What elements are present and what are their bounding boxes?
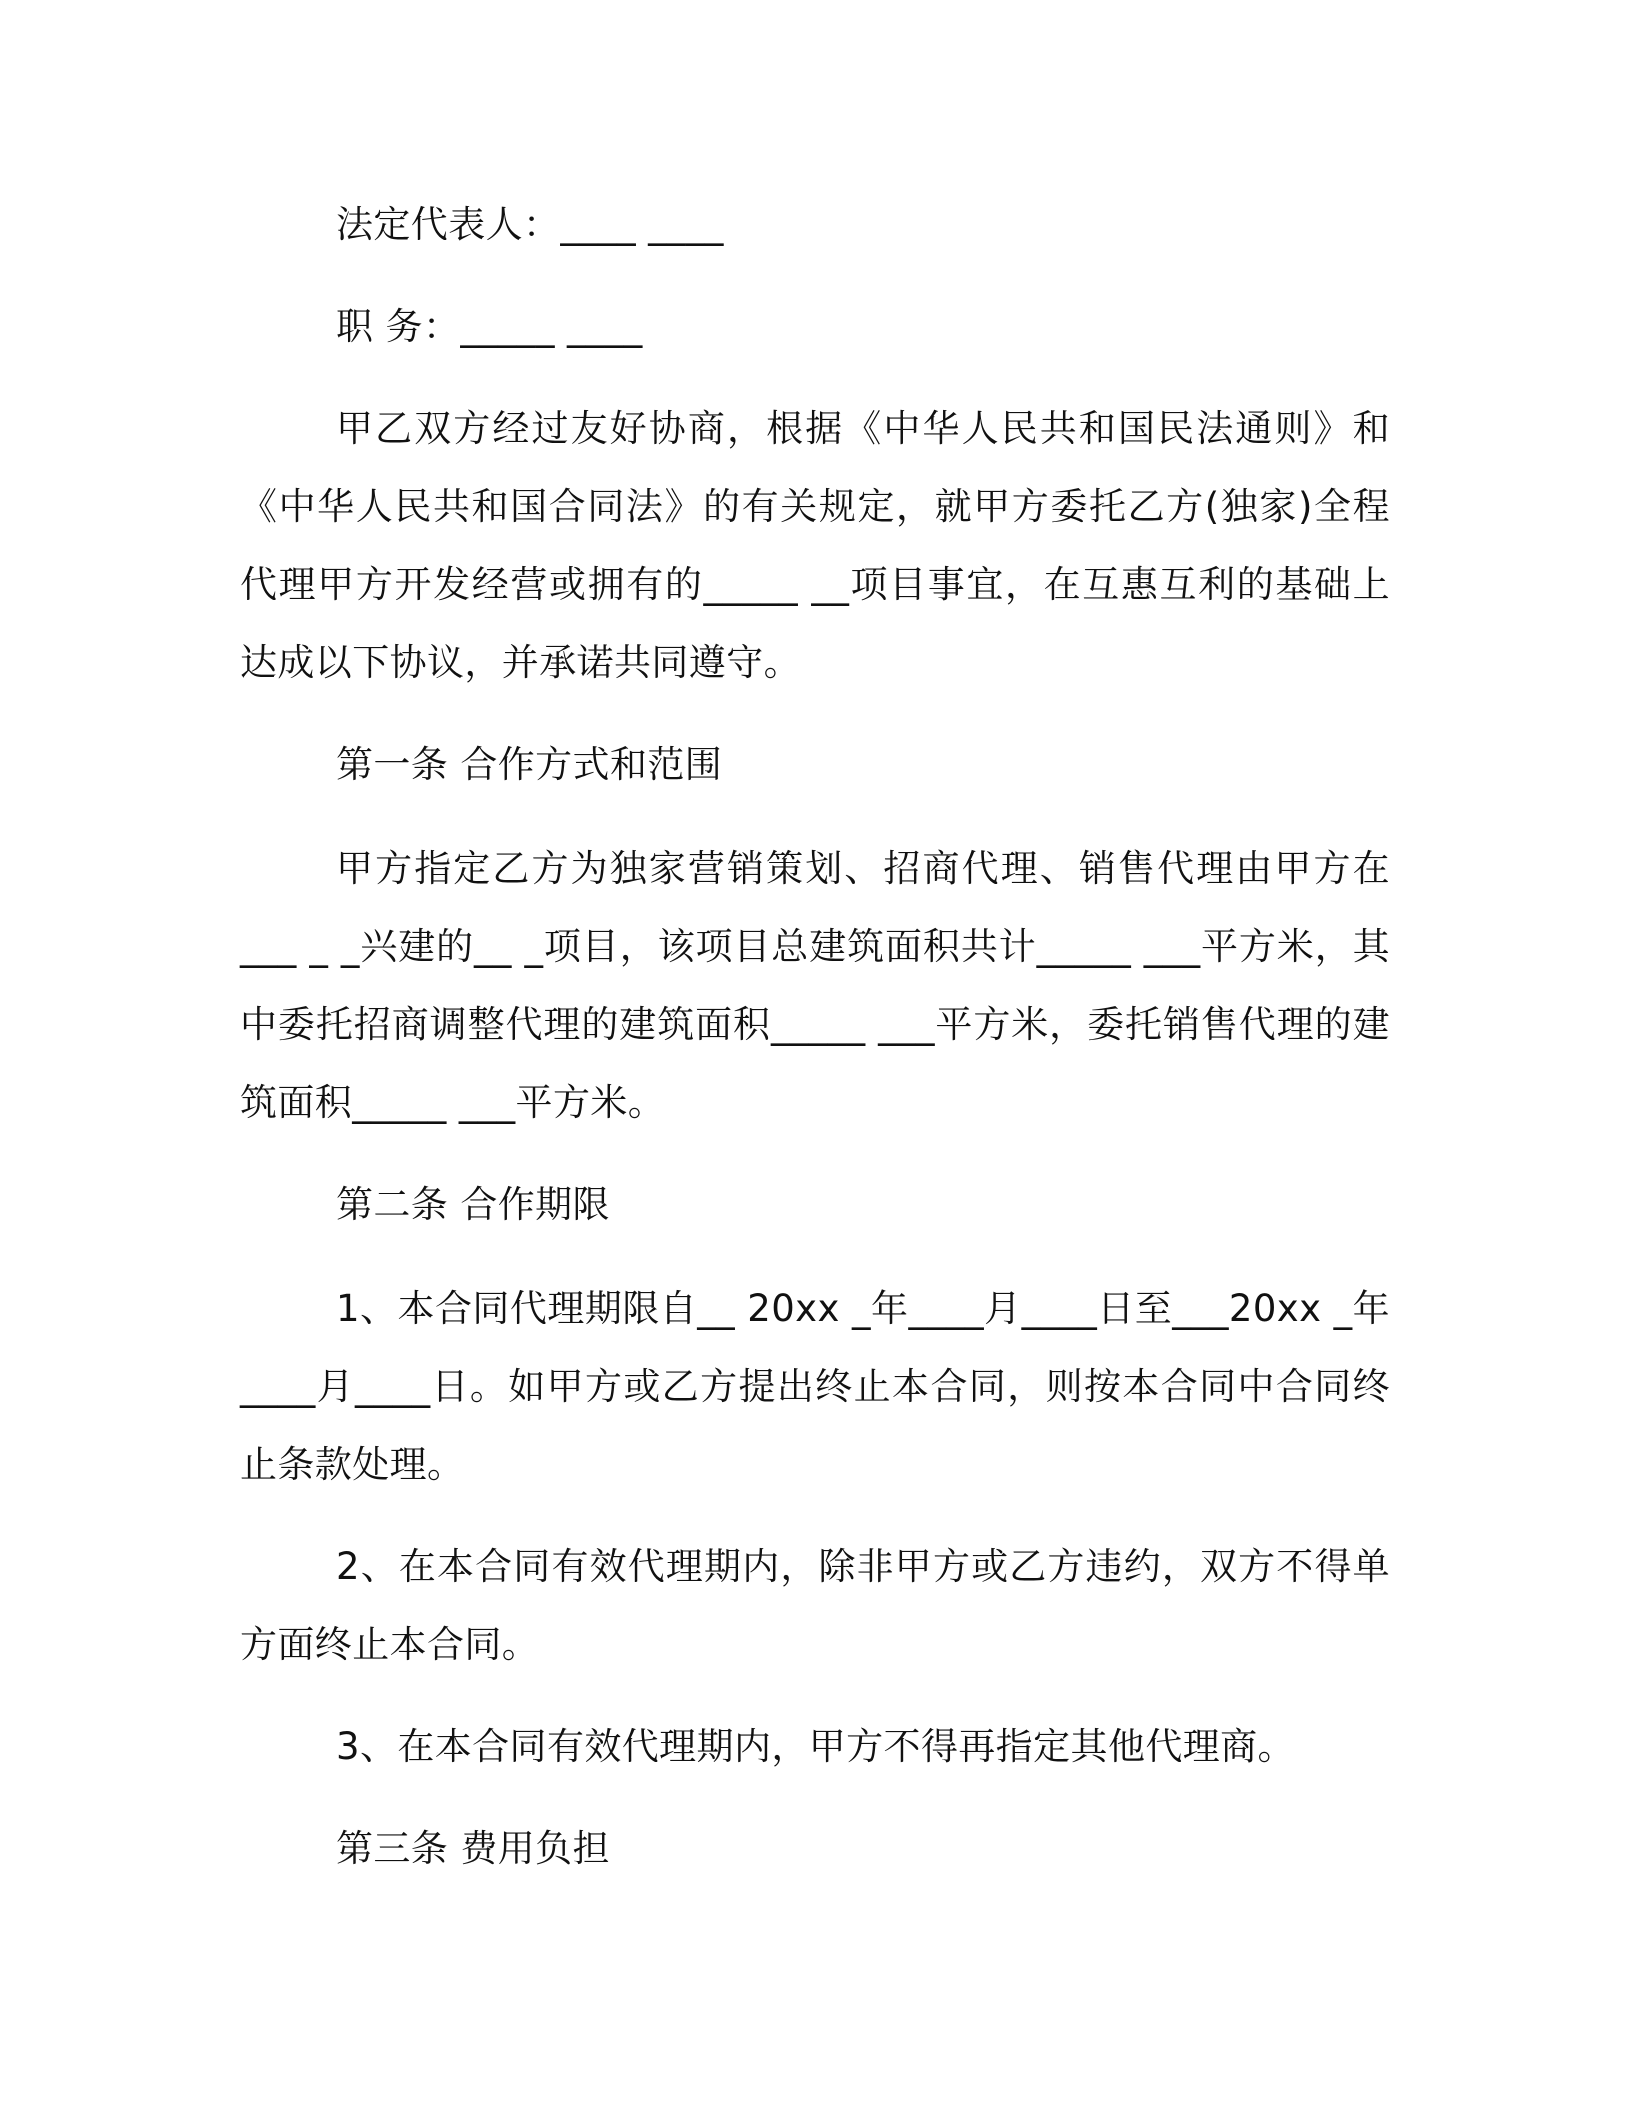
article-two-item-3: 3、在本合同有效代理期内，甲方不得再指定其他代理商。 <box>336 1725 1295 1768</box>
article-three-heading: 第三条 费用负担 <box>336 1827 610 1870</box>
position-line: 职 务：_____ ____ <box>336 305 643 348</box>
article-one-heading: 第一条 合作方式和范围 <box>336 743 723 786</box>
article-one-paragraph: 甲方指定乙方为独家营销策划、招商代理、销售代理由甲方在___ _ _兴建的__ _项目，该项目总建筑面积共计_____ ___平方米，其中委托招商调整代理的建筑面积_____ ___平方米，委托销售代理的建筑面积_____ ___平方米。 <box>240 847 1390 1124</box>
article-two-item-1: 1、本合同代理期限自__ 20xx _年____月____日至___20xx _年____月____日。如甲方或乙方提出终止本合同，则按本合同中合同终止条款处理。 <box>240 1287 1390 1486</box>
document-body <box>240 186 1390 1888</box>
article-two-item-2: 2、在本合同有效代理期内，除非甲方或乙方违约，双方不得单方面终止本合同。 <box>240 1545 1390 1666</box>
legal-representative-line: 法定代表人：____ ____ <box>336 203 724 246</box>
agreement-intro-paragraph: 甲乙双方经过友好协商，根据《中华人民共和国民法通则》和《中华人民共和国合同法》的有关规定，就甲方委托乙方(独家)全程代理甲方开发经营或拥有的_____ __项目事宜，在互惠互利的基础上达成以下协议，并承诺共同遵守。 <box>240 407 1390 684</box>
article-two-heading: 第二条 合作期限 <box>336 1183 610 1226</box>
